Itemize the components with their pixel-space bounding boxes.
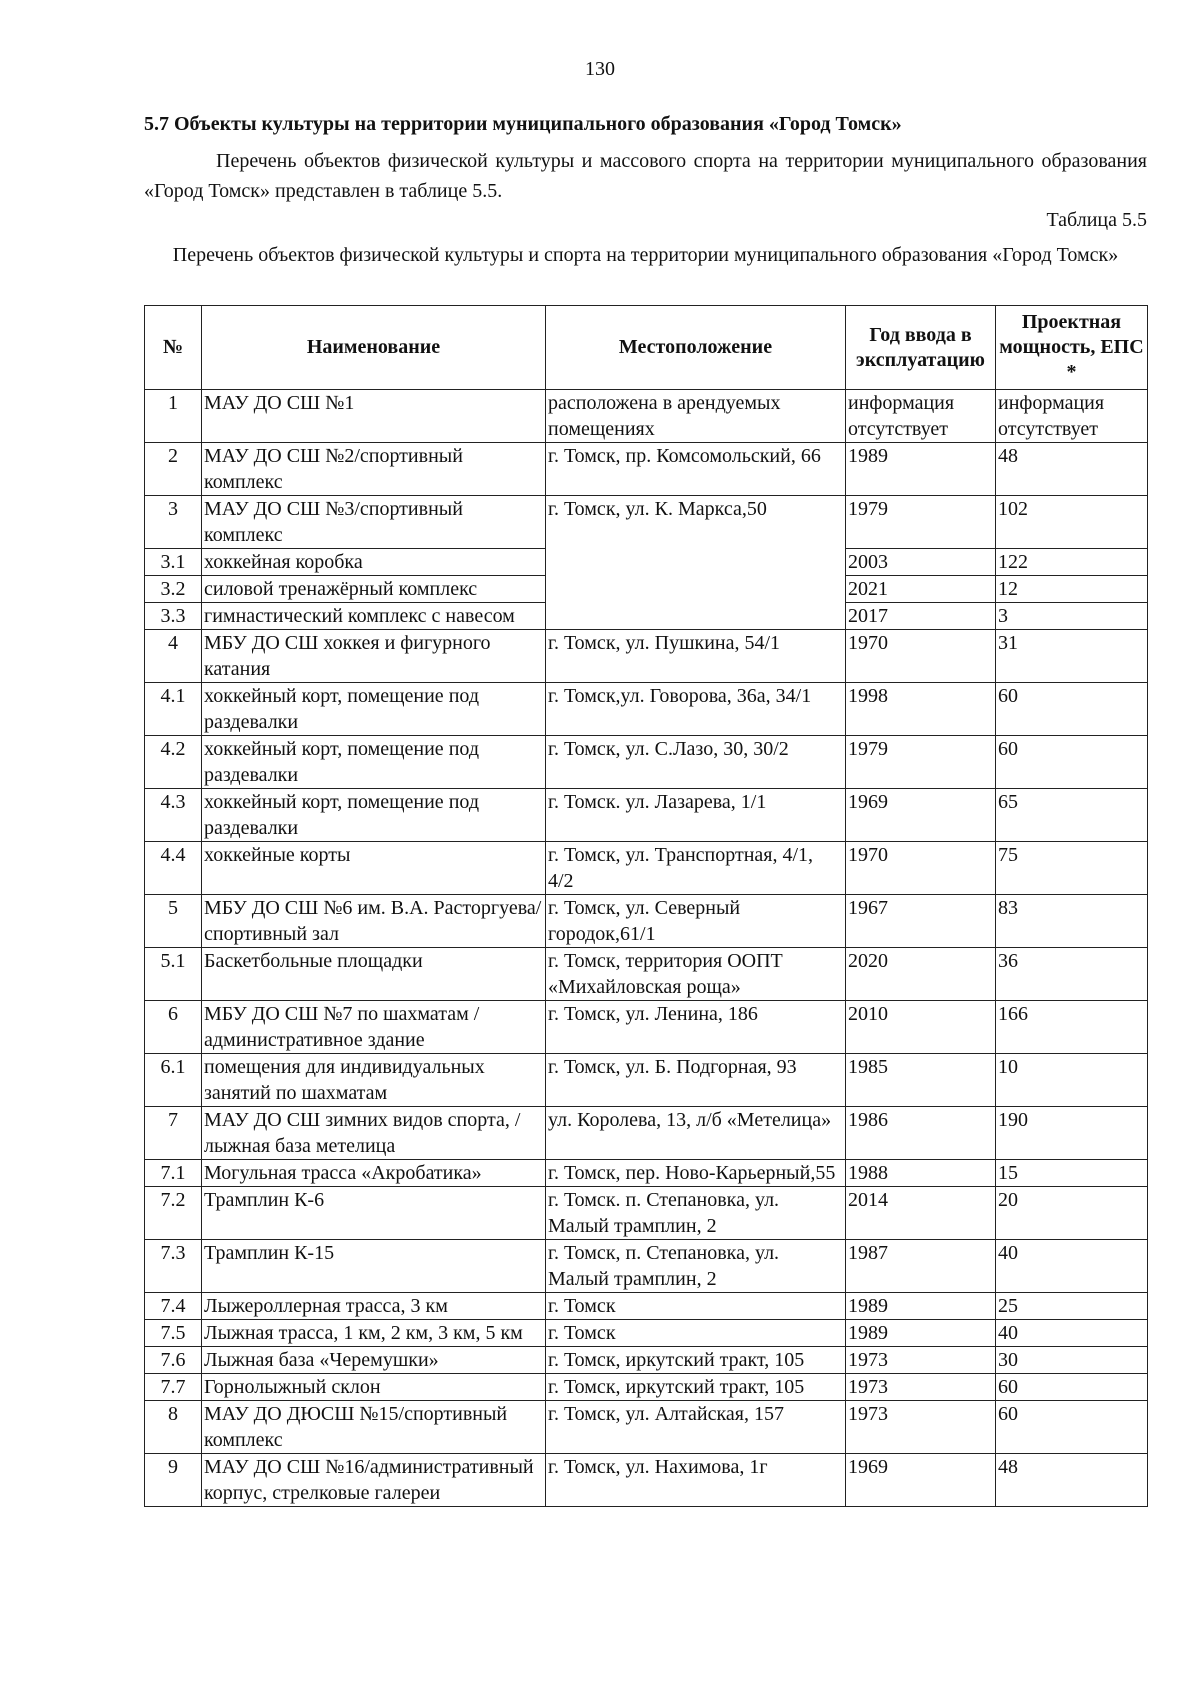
- row-capacity: 25: [996, 1293, 1148, 1320]
- row-location: г. Томск,ул. Говорова, 36а, 34/1: [546, 683, 846, 736]
- table-row: [145, 1054, 1148, 1107]
- table-row: [145, 1374, 1148, 1401]
- row-number: 7: [145, 1107, 202, 1160]
- table-row: [145, 1001, 1148, 1054]
- row-capacity: 83: [996, 895, 1148, 948]
- row-year: 1987: [846, 1240, 996, 1293]
- row-name: хоккейная коробка: [202, 549, 546, 576]
- table-row: [145, 736, 1148, 789]
- row-capacity: 60: [996, 683, 1148, 736]
- table-row: [145, 1107, 1148, 1160]
- row-year: 1969: [846, 1454, 996, 1507]
- table-row: [145, 948, 1148, 1001]
- row-location: г. Томск. п. Степановка, ул. Малый трамплин, 2: [546, 1187, 846, 1240]
- row-name: помещения для индивидуальных занятий по шахматам: [202, 1054, 546, 1107]
- row-year: 2003: [846, 549, 996, 576]
- row-number: 3: [145, 496, 202, 549]
- row-number: 3.2: [145, 576, 202, 603]
- row-name: Могульная трасса «Акробатика»: [202, 1160, 546, 1187]
- row-name: МАУ ДО СШ №3/спортивный комплекс: [202, 496, 546, 549]
- row-capacity: 102: [996, 496, 1148, 549]
- header-location: Местоположение: [546, 306, 846, 390]
- row-number: 6: [145, 1001, 202, 1054]
- row-number: 1: [145, 390, 202, 443]
- table-row: [145, 1347, 1148, 1374]
- row-year: 1970: [846, 842, 996, 895]
- row-location: г. Томск. ул. Лазарева, 1/1: [546, 789, 846, 842]
- table-row: [145, 789, 1148, 842]
- header-number: №: [145, 306, 202, 390]
- row-name: хоккейный корт, помещение под раздевалки: [202, 683, 546, 736]
- table-header-row: [145, 306, 1148, 390]
- row-number: 6.1: [145, 1054, 202, 1107]
- row-year: 1985: [846, 1054, 996, 1107]
- row-name: МБУ ДО СШ №7 по шахматам /административное здание: [202, 1001, 546, 1054]
- row-location: г. Томск, пр. Комсомольский, 66: [546, 443, 846, 496]
- row-name: МАУ ДО СШ №1: [202, 390, 546, 443]
- row-capacity: 30: [996, 1347, 1148, 1374]
- row-location: г. Томск: [546, 1293, 846, 1320]
- header-capacity: Проектная мощность, ЕПС *: [996, 306, 1148, 390]
- row-number: 7.3: [145, 1240, 202, 1293]
- sports-objects-table: [144, 305, 1148, 1507]
- table-row: [145, 895, 1148, 948]
- row-location: г. Томск, территория ООПТ «Михайловская роща»: [546, 948, 846, 1001]
- row-capacity: 40: [996, 1240, 1148, 1293]
- row-number: 2: [145, 443, 202, 496]
- table-row: [145, 1293, 1148, 1320]
- row-location: г. Томск, ул. Нахимова, 1г: [546, 1454, 846, 1507]
- table-row: [145, 496, 1148, 549]
- section-heading: 5.7 Объекты культуры на территории муниципального образования «Город Томск»: [144, 113, 902, 135]
- row-year: 1986: [846, 1107, 996, 1160]
- row-number: 5.1: [145, 948, 202, 1001]
- row-year: 1967: [846, 895, 996, 948]
- row-number: 7.2: [145, 1187, 202, 1240]
- table-caption: Перечень объектов физической культуры и спорта на территории муниципального образования «Город Томск»: [172, 244, 1119, 266]
- row-year: 2014: [846, 1187, 996, 1240]
- row-number: 4.1: [145, 683, 202, 736]
- row-capacity: 65: [996, 789, 1148, 842]
- row-capacity: 48: [996, 443, 1148, 496]
- row-number: 3.1: [145, 549, 202, 576]
- row-year: 1989: [846, 1293, 996, 1320]
- row-year: 2021: [846, 576, 996, 603]
- row-name: Лыжная база «Черемушки»: [202, 1347, 546, 1374]
- row-capacity: 60: [996, 1401, 1148, 1454]
- row-name: МАУ ДО СШ №2/спортивный комплекс: [202, 443, 546, 496]
- row-name: МБУ ДО СШ №6 им. В.А. Расторгуева/спортивный зал: [202, 895, 546, 948]
- row-capacity: 3: [996, 603, 1148, 630]
- row-year: 1970: [846, 630, 996, 683]
- row-capacity: 122: [996, 549, 1148, 576]
- row-year: 1989: [846, 1320, 996, 1347]
- row-location: г. Томск, иркутский тракт, 105: [546, 1374, 846, 1401]
- row-capacity: информация отсутствует: [996, 390, 1148, 443]
- row-name: гимнастический комплекс с навесом: [202, 603, 546, 630]
- header-year: Год ввода в эксплуатацию: [846, 306, 996, 390]
- table-row: [145, 842, 1148, 895]
- table-row: [145, 1240, 1148, 1293]
- row-year: 1973: [846, 1401, 996, 1454]
- row-capacity: 31: [996, 630, 1148, 683]
- row-year: 1988: [846, 1160, 996, 1187]
- row-name: МБУ ДО СШ хоккея и фигурного катания: [202, 630, 546, 683]
- row-name: Лыжная трасса, 1 км, 2 км, 3 км, 5 км: [202, 1320, 546, 1347]
- row-number: 4: [145, 630, 202, 683]
- table-row: [145, 1187, 1148, 1240]
- row-location: г. Томск, иркутский тракт, 105: [546, 1347, 846, 1374]
- table-number: Таблица 5.5: [1046, 209, 1147, 231]
- header-name: Наименование: [202, 306, 546, 390]
- row-year: 1973: [846, 1347, 996, 1374]
- row-number: 7.6: [145, 1347, 202, 1374]
- table-row: [145, 1454, 1148, 1507]
- row-name: Баскетбольные площадки: [202, 948, 546, 1001]
- row-capacity: 75: [996, 842, 1148, 895]
- row-year: 2010: [846, 1001, 996, 1054]
- row-capacity: 60: [996, 736, 1148, 789]
- row-location: г. Томск, ул. Алтайская, 157: [546, 1401, 846, 1454]
- row-location: г. Томск, ул. Ленина, 186: [546, 1001, 846, 1054]
- row-capacity: 166: [996, 1001, 1148, 1054]
- row-capacity: 60: [996, 1374, 1148, 1401]
- intro-paragraph: Перечень объектов физической культуры и массового спорта на территории муниципального образования «Город Томск» представлен в таблице 5.5.: [144, 150, 1147, 202]
- row-year: 1973: [846, 1374, 996, 1401]
- row-location: г. Томск, ул. К. Маркса,50: [546, 496, 846, 630]
- row-capacity: 40: [996, 1320, 1148, 1347]
- row-location: г. Томск, пер. Ново-Карьерный,55: [546, 1160, 846, 1187]
- row-name: Трамплин К-6: [202, 1187, 546, 1240]
- row-number: 7.5: [145, 1320, 202, 1347]
- row-number: 3.3: [145, 603, 202, 630]
- row-year: 2017: [846, 603, 996, 630]
- row-name: хоккейные корты: [202, 842, 546, 895]
- row-name: хоккейный корт, помещение под раздевалки: [202, 789, 546, 842]
- row-name: МАУ ДО ДЮСШ №15/спортивный комплекс: [202, 1401, 546, 1454]
- row-year: 1998: [846, 683, 996, 736]
- row-year: информация отсутствует: [846, 390, 996, 443]
- row-name: МАУ ДО СШ зимних видов спорта, /лыжная база метелица: [202, 1107, 546, 1160]
- row-location: г. Томск: [546, 1320, 846, 1347]
- row-name: Горнолыжный склон: [202, 1374, 546, 1401]
- page-number: 130: [585, 58, 615, 80]
- table-row: [145, 390, 1148, 443]
- row-name: хоккейный корт, помещение под раздевалки: [202, 736, 546, 789]
- row-name: Лыжероллерная трасса, 3 км: [202, 1293, 546, 1320]
- row-year: 2020: [846, 948, 996, 1001]
- row-number: 9: [145, 1454, 202, 1507]
- row-number: 4.2: [145, 736, 202, 789]
- row-capacity: 48: [996, 1454, 1148, 1507]
- table-row: [145, 1401, 1148, 1454]
- row-number: 7.4: [145, 1293, 202, 1320]
- table-row: [145, 1160, 1148, 1187]
- row-year: 1979: [846, 736, 996, 789]
- table-row: [145, 630, 1148, 683]
- row-name: Трамплин К-15: [202, 1240, 546, 1293]
- row-year: 1979: [846, 496, 996, 549]
- row-location: г. Томск, ул. Б. Подгорная, 93: [546, 1054, 846, 1107]
- row-location: ул. Королева, 13, л/б «Метелица»: [546, 1107, 846, 1160]
- row-name: силовой тренажёрный комплекс: [202, 576, 546, 603]
- row-number: 4.4: [145, 842, 202, 895]
- row-year: 1989: [846, 443, 996, 496]
- row-location: расположена в арендуемых помещениях: [546, 390, 846, 443]
- row-number: 4.3: [145, 789, 202, 842]
- table-row: [145, 1320, 1148, 1347]
- row-number: 8: [145, 1401, 202, 1454]
- table-body: [145, 390, 1148, 1507]
- row-capacity: 20: [996, 1187, 1148, 1240]
- row-capacity: 190: [996, 1107, 1148, 1160]
- row-name: МАУ ДО СШ №16/административный корпус, стрелковые галереи: [202, 1454, 546, 1507]
- row-capacity: 10: [996, 1054, 1148, 1107]
- row-location: г. Томск, ул. Северный городок,61/1: [546, 895, 846, 948]
- row-number: 7.7: [145, 1374, 202, 1401]
- row-location: г. Томск, ул. Транспортная, 4/1, 4/2: [546, 842, 846, 895]
- row-year: 1969: [846, 789, 996, 842]
- row-capacity: 15: [996, 1160, 1148, 1187]
- row-capacity: 12: [996, 576, 1148, 603]
- row-location: г. Томск, ул. Пушкина, 54/1: [546, 630, 846, 683]
- row-number: 5: [145, 895, 202, 948]
- row-location: г. Томск, п. Степановка, ул. Малый трамплин, 2: [546, 1240, 846, 1293]
- table-row: [145, 683, 1148, 736]
- table-row: [145, 443, 1148, 496]
- row-capacity: 36: [996, 948, 1148, 1001]
- row-location: г. Томск, ул. С.Лазо, 30, 30/2: [546, 736, 846, 789]
- row-number: 7.1: [145, 1160, 202, 1187]
